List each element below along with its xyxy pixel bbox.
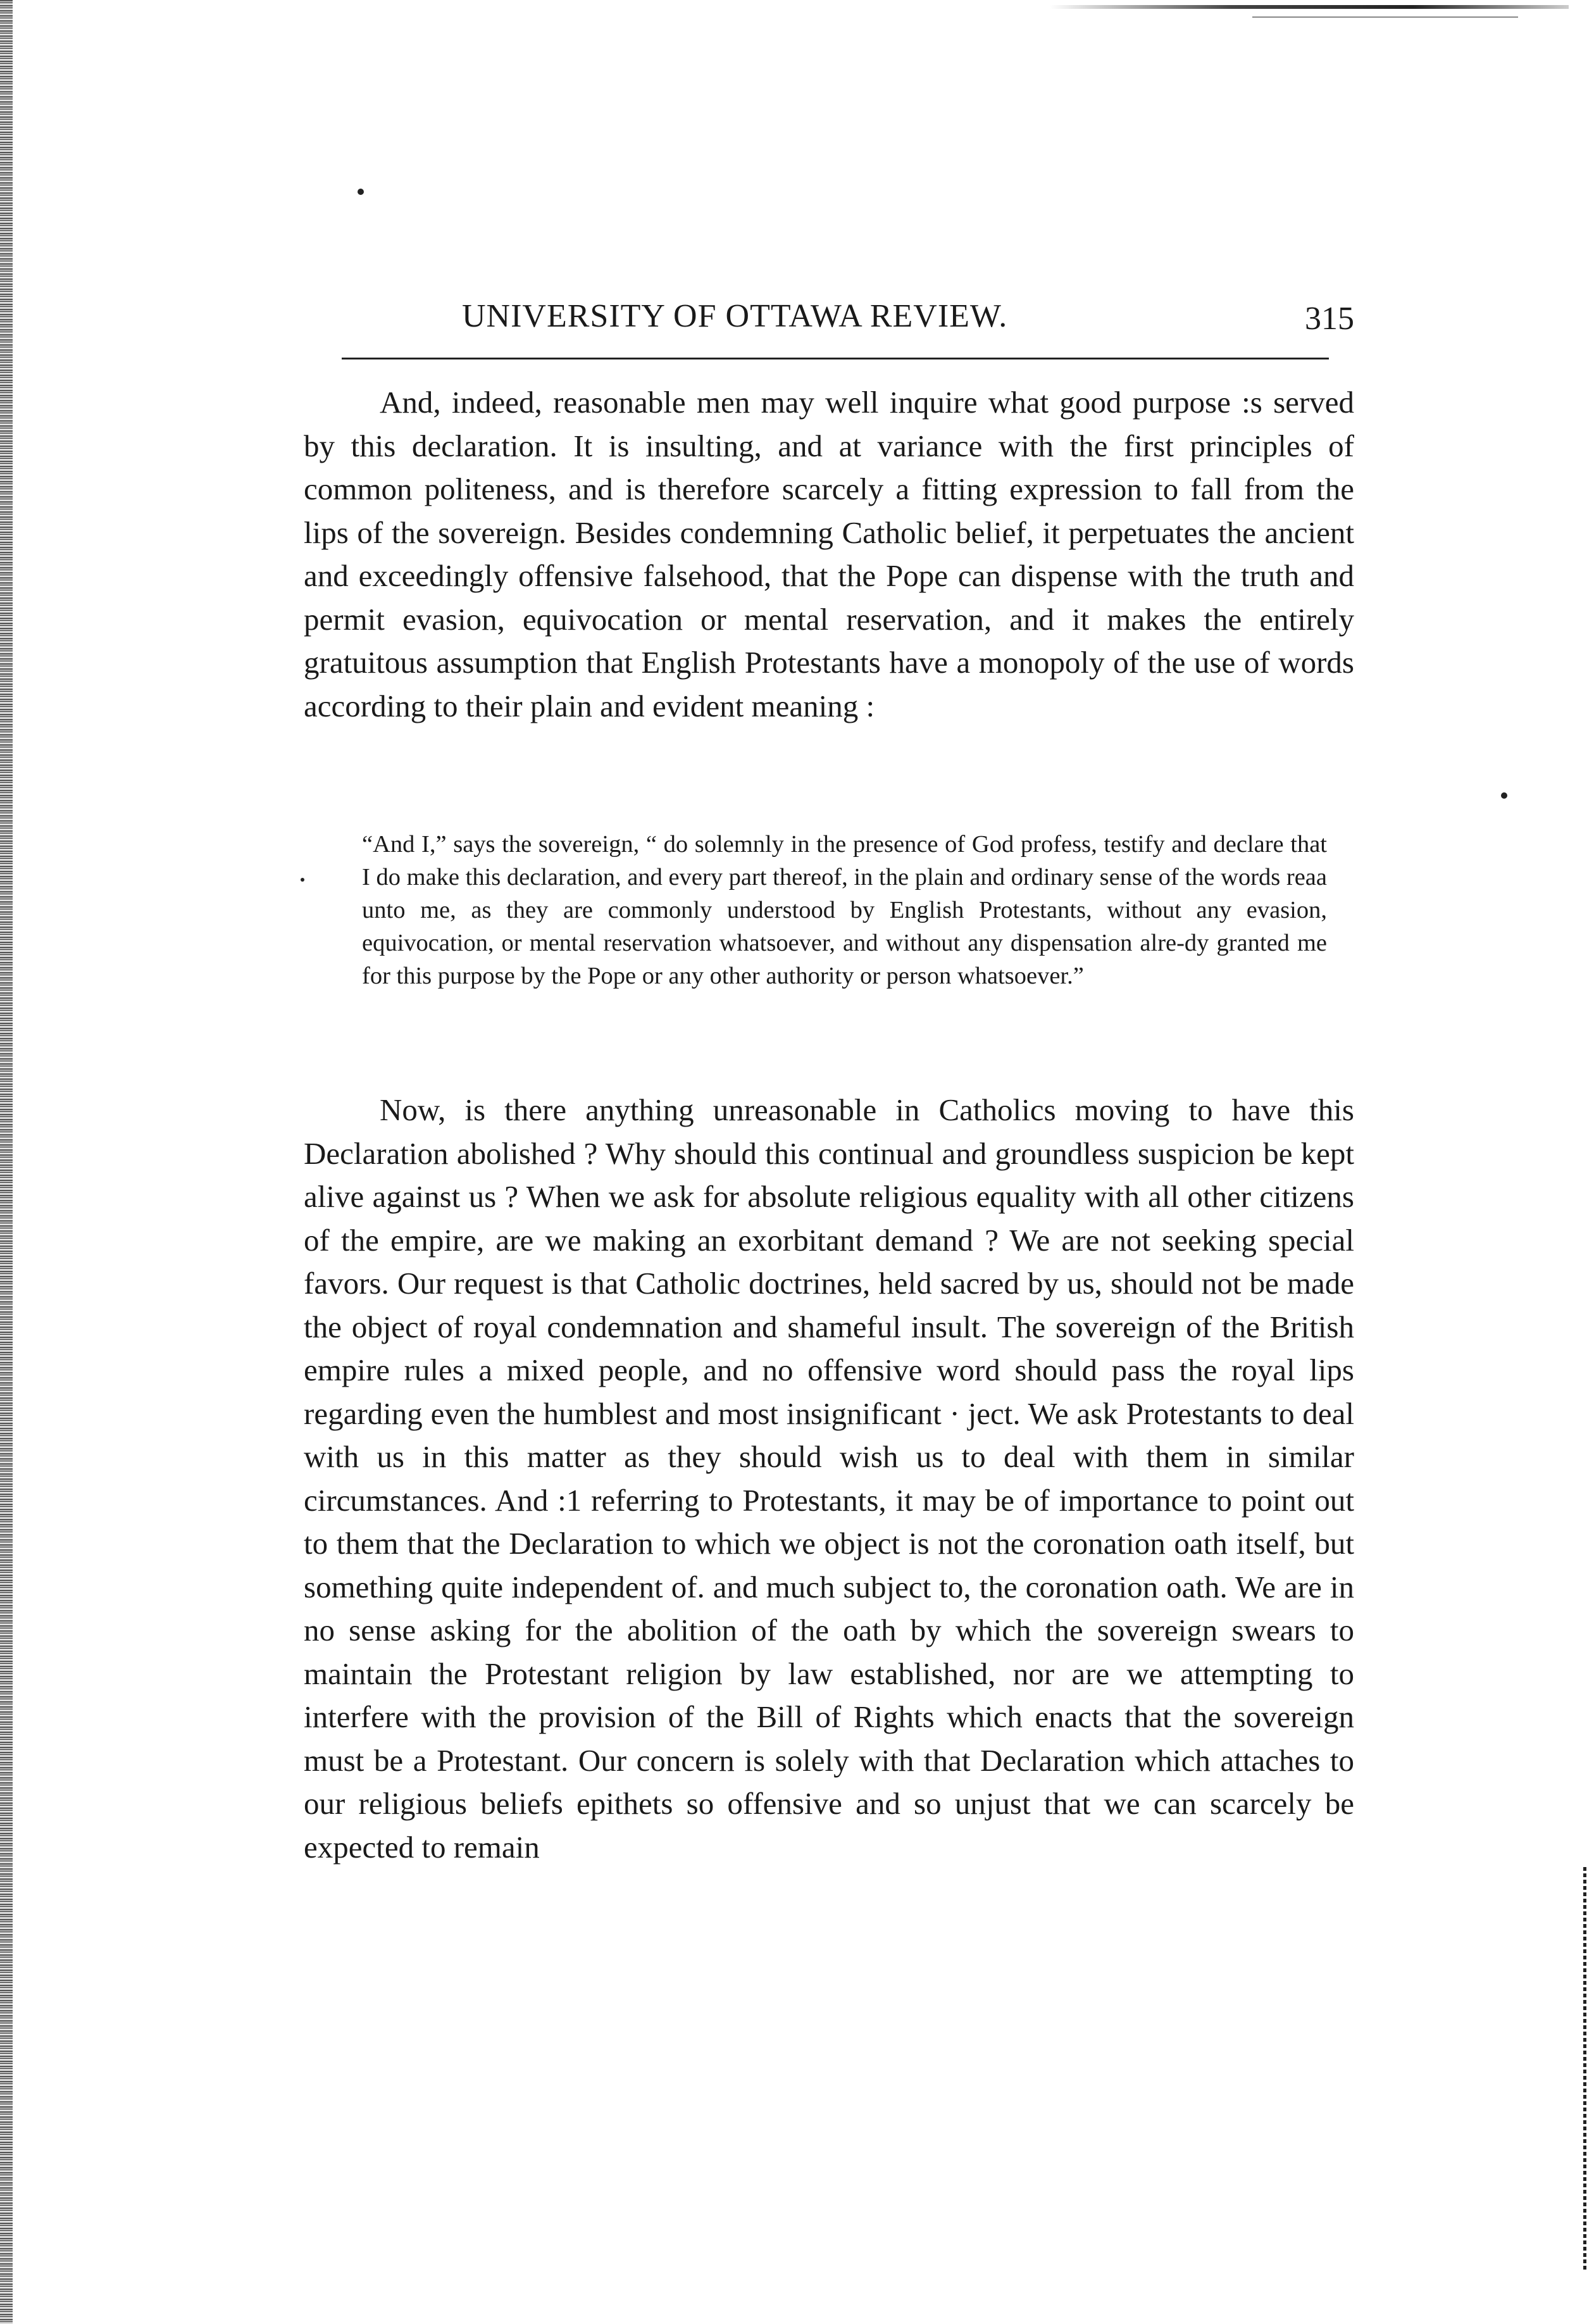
header-rule xyxy=(342,358,1329,359)
scan-artifact-line xyxy=(1252,16,1518,18)
scan-artifact-streak xyxy=(1050,5,1569,9)
paragraph-2: Now, is there anything unreasonable in Catholics moving to have this Declaration abolished ? Why should this continual and groundless suspicion be kept alive against us ? When we ask for absolute religious equality with all other citizens of the empire, are we making an exorbitant demand ? We are not seeking special favors. Our request is that Catholic doctrines, held sacred by us, should not be made the object of royal condemnation and shameful insult. The sovereign of the British empire rules a mixed people, and no offensive word should pass the royal lips regarding even the humblest and most insignificant · ject. We ask Protestants to deal with us in this matter as they should wish us to deal with them in similar circumstances. And :1 referring to Protestants, it may be of importance to point out to them that the Declaration to which we object is not the coronation oath itself, but something quite independent of. and much subject to, the coronation oath. We are in no sense asking for the abolition of the oath by which the sovereign swears to maintain the Protestant religion by law established, nor are we attempting to interfere with the provision of the Bill of Rights which enacts that the sovereign must be a Protestant. Our concern is solely with that Declaration which attaches to our religious beliefs epithets so offensive and so unjust that we can scarcely be expected to remain xyxy=(304,1092,1354,1865)
scan-speck xyxy=(1501,792,1507,799)
scan-speck xyxy=(358,189,364,195)
scan-binding-edge xyxy=(0,0,13,2324)
scan-edge-noise xyxy=(1583,1867,1586,2272)
paragraph-1: And, indeed, reasonable men may well inquire what good purpose :s served by this declaration. It is insulting, and at variance with the first principles of common politeness, and is therefore scarcely a fitting expression to fall from the lips of the sovereign. Besides condemning Catholic belief, it perpetuates the ancient and exceedingly offensive falsehood, that the Pope can dispense with the truth and permit evasion, equivocation or mental reservation, and it makes the entirely gratuitous assumption that English Protestants have a monopoly of the use of words according to their plain and evident meaning : xyxy=(304,385,1354,723)
running-header xyxy=(304,297,1354,342)
block-quote-declaration: “And I,” says the sovereign, “ do solemnly in the presence of God profess, testify and declare that I do make this declaration, and every part thereof, in the plain and ordinary sense of the words reaa unto me, as they are commonly understood by English Protestants, without any evasion, equivocation, or mental reservation whatsoever, and without any dispensation alre-dy granted me for this purpose by the Pope or any other authority or person whatsoever.” xyxy=(362,831,1327,989)
journal-title: UNIVERSITY OF OTTAWA REVIEW. xyxy=(462,298,1008,334)
page-number: 315 xyxy=(1305,301,1354,337)
scan-speck xyxy=(301,878,304,882)
